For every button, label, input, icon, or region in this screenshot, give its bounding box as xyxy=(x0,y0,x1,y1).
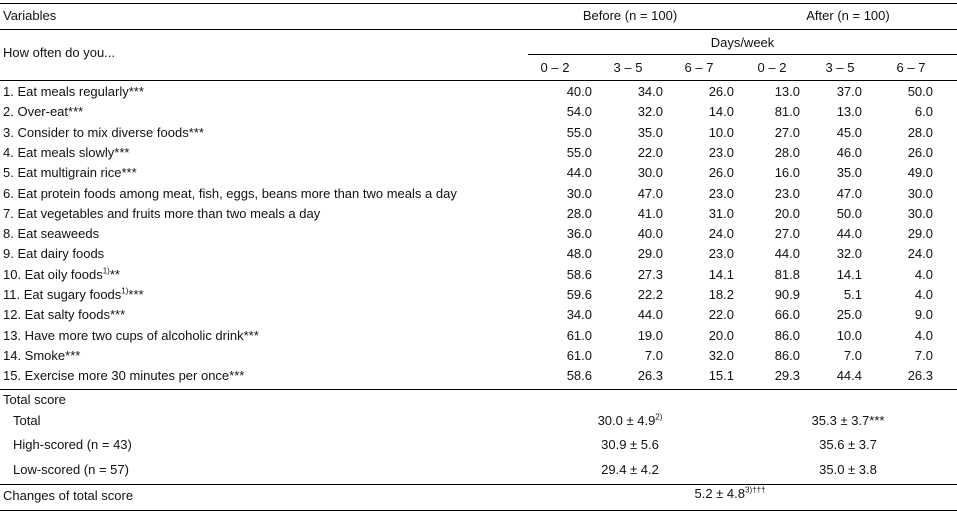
total-before: $30.0 \pm 4.9^{2)}$ xyxy=(597,412,663,428)
table-cell: 22.0 xyxy=(637,145,663,160)
table-cell: 7.0 xyxy=(843,348,862,363)
table-cell: 15.1 xyxy=(708,368,734,383)
row-label: 13. Have more two cups of alcoholic drink*** xyxy=(3,328,259,343)
table-cell: 13.0 xyxy=(836,104,862,119)
total-score-heading: Total score xyxy=(3,392,66,407)
table-cell: 59.6 xyxy=(566,287,592,302)
low-scored-label: Low-scored (n = 57) xyxy=(13,462,129,477)
table-cell: 45.0 xyxy=(836,125,862,140)
table-cell: 25.0 xyxy=(836,307,862,322)
table-cell: 26.3 xyxy=(637,368,663,383)
table-cell: 24.0 xyxy=(907,246,933,261)
table-cell: 50.0 xyxy=(907,84,933,99)
top-rule xyxy=(0,3,957,4)
table-cell: 49.0 xyxy=(907,165,933,180)
row-label: 1. Eat meals regularly*** xyxy=(3,84,144,99)
table-cell: 44.0 xyxy=(637,307,663,322)
row-label: 14. Smoke*** xyxy=(3,348,81,363)
table-cell: 4.0 xyxy=(914,328,933,343)
table-cell: 58.6 xyxy=(566,267,592,282)
table-cell: 10.0 xyxy=(836,328,862,343)
table-cell: 30.0 xyxy=(907,206,933,221)
row-label: 2. Over-eat*** xyxy=(3,104,84,119)
total-after: 35.3 ± 3.7*** xyxy=(811,413,885,428)
table-cell: 86.0 xyxy=(774,328,800,343)
table-cell: 27.0 xyxy=(774,226,800,241)
table-cell: 31.0 xyxy=(708,206,734,221)
row-label: 10. Eat oily foods$^{1)}$** xyxy=(3,266,120,282)
table-cell: 41.0 xyxy=(637,206,663,221)
variables-heading: Variables xyxy=(3,8,57,23)
table-cell: 44.0 xyxy=(566,165,592,180)
total-label: Total xyxy=(13,413,41,428)
table-cell: 26.0 xyxy=(708,165,734,180)
table-cell: 19.0 xyxy=(637,328,663,343)
table-cell: 58.6 xyxy=(566,368,592,383)
changes-rule xyxy=(0,484,957,485)
changes-value: $5.2 \pm 4.8^{3)\dagger\dagger\dagger}$ xyxy=(694,485,766,501)
table-cell: 7.0 xyxy=(914,348,933,363)
row-label: 8. Eat seaweeds xyxy=(3,226,100,241)
table-cell: 6.0 xyxy=(914,104,933,119)
table-cell: 47.0 xyxy=(836,186,862,201)
bottom-rule xyxy=(0,510,957,511)
low-scored-before: 29.4 ± 4.2 xyxy=(601,462,659,477)
subheader-rule xyxy=(0,80,957,81)
table-cell: 30.0 xyxy=(637,165,663,180)
table-cell: 47.0 xyxy=(637,186,663,201)
table-cell: 9.0 xyxy=(914,307,933,322)
range-header-3: 0 – 2 xyxy=(757,60,787,75)
table-cell: 27.3 xyxy=(637,267,663,282)
table-cell: 29.0 xyxy=(637,246,663,261)
table-cell: 44.0 xyxy=(836,226,862,241)
table-cell: 81.0 xyxy=(774,104,800,119)
table-cell: 16.0 xyxy=(774,165,800,180)
table-cell: 18.2 xyxy=(708,287,734,302)
range-header-1: 3 – 5 xyxy=(613,60,643,75)
table-cell: 34.0 xyxy=(566,307,592,322)
days-week-label: Days/week xyxy=(710,35,775,50)
table-cell: 46.0 xyxy=(836,145,862,160)
table-cell: 26.3 xyxy=(907,368,933,383)
table-cell: 29.3 xyxy=(774,368,800,383)
before-heading: Before (n = 100) xyxy=(582,8,678,23)
table-cell: 28.0 xyxy=(566,206,592,221)
table-cell: 4.0 xyxy=(914,287,933,302)
table-cell: 40.0 xyxy=(637,226,663,241)
table-cell: 26.0 xyxy=(907,145,933,160)
table-cell: 23.0 xyxy=(708,145,734,160)
table-cell: 61.0 xyxy=(566,348,592,363)
table-cell: 40.0 xyxy=(566,84,592,99)
table-cell: 90.9 xyxy=(774,287,800,302)
range-header-5: 6 – 7 xyxy=(896,60,926,75)
changes-label: Changes of total score xyxy=(3,488,134,503)
table-cell: 55.0 xyxy=(566,145,592,160)
table-cell: 20.0 xyxy=(708,328,734,343)
table-cell: 10.0 xyxy=(708,125,734,140)
row-label: 3. Consider to mix diverse foods*** xyxy=(3,125,204,140)
table-cell: 5.1 xyxy=(843,287,862,302)
table-cell: 55.0 xyxy=(566,125,592,140)
table-cell: 22.2 xyxy=(637,287,663,302)
row-label: 4. Eat meals slowly*** xyxy=(3,145,130,160)
table-cell: 23.0 xyxy=(708,186,734,201)
table-cell: 14.1 xyxy=(836,267,862,282)
table-cell: 28.0 xyxy=(774,145,800,160)
table-cell: 14.0 xyxy=(708,104,734,119)
table-cell: 32.0 xyxy=(836,246,862,261)
table-cell: 4.0 xyxy=(914,267,933,282)
row-label: 9. Eat dairy foods xyxy=(3,246,105,261)
table-cell: 37.0 xyxy=(836,84,862,99)
table-cell: 30.0 xyxy=(566,186,592,201)
row-label: 6. Eat protein foods among meat, fish, eggs, beans more than two meals a day xyxy=(3,186,457,201)
table-cell: 35.0 xyxy=(836,165,862,180)
table-cell: 13.0 xyxy=(774,84,800,99)
table-cell: 48.0 xyxy=(566,246,592,261)
table-cell: 23.0 xyxy=(774,186,800,201)
table-cell: 81.8 xyxy=(774,267,800,282)
table-cell: 44.4 xyxy=(836,368,862,383)
table-cell: 23.0 xyxy=(708,246,734,261)
range-header-0: 0 – 2 xyxy=(540,60,570,75)
table-cell: 44.0 xyxy=(774,246,800,261)
table-cell: 34.0 xyxy=(637,84,663,99)
high-scored-after: 35.6 ± 3.7 xyxy=(819,437,877,452)
days-week-rule xyxy=(528,54,957,55)
row-label: 5. Eat multigrain rice*** xyxy=(3,165,137,180)
row-label: 11. Eat sugary foods$^{1)}$*** xyxy=(3,286,144,302)
table-cell: 7.0 xyxy=(644,348,663,363)
table-cell: 26.0 xyxy=(708,84,734,99)
row-label: 7. Eat vegetables and fruits more than two meals a day xyxy=(3,206,321,221)
table-cell: 14.1 xyxy=(708,267,734,282)
table-cell: 86.0 xyxy=(774,348,800,363)
table-cell: 20.0 xyxy=(774,206,800,221)
table-cell: 50.0 xyxy=(836,206,862,221)
table-cell: 61.0 xyxy=(566,328,592,343)
table-cell: 27.0 xyxy=(774,125,800,140)
range-header-2: 6 – 7 xyxy=(684,60,714,75)
table-cell: 36.0 xyxy=(566,226,592,241)
table-cell: 29.0 xyxy=(907,226,933,241)
row-label: 15. Exercise more 30 minutes per once*** xyxy=(3,368,245,383)
header-rule xyxy=(0,29,957,30)
table-cell: 30.0 xyxy=(907,186,933,201)
table-cell: 66.0 xyxy=(774,307,800,322)
table-cell: 28.0 xyxy=(907,125,933,140)
how-often-label: How often do you... xyxy=(3,45,116,60)
table-cell: 24.0 xyxy=(708,226,734,241)
table-cell: 35.0 xyxy=(637,125,663,140)
table-cell: 54.0 xyxy=(566,104,592,119)
table-cell: 32.0 xyxy=(708,348,734,363)
table-cell: 32.0 xyxy=(637,104,663,119)
high-scored-label: High-scored (n = 43) xyxy=(13,437,132,452)
after-heading: After (n = 100) xyxy=(806,8,890,23)
body-bottom-rule xyxy=(0,389,957,390)
high-scored-before: 30.9 ± 5.6 xyxy=(601,437,659,452)
range-header-4: 3 – 5 xyxy=(825,60,855,75)
low-scored-after: 35.0 ± 3.8 xyxy=(819,462,877,477)
row-label: 12. Eat salty foods*** xyxy=(3,307,126,322)
table-cell: 22.0 xyxy=(708,307,734,322)
